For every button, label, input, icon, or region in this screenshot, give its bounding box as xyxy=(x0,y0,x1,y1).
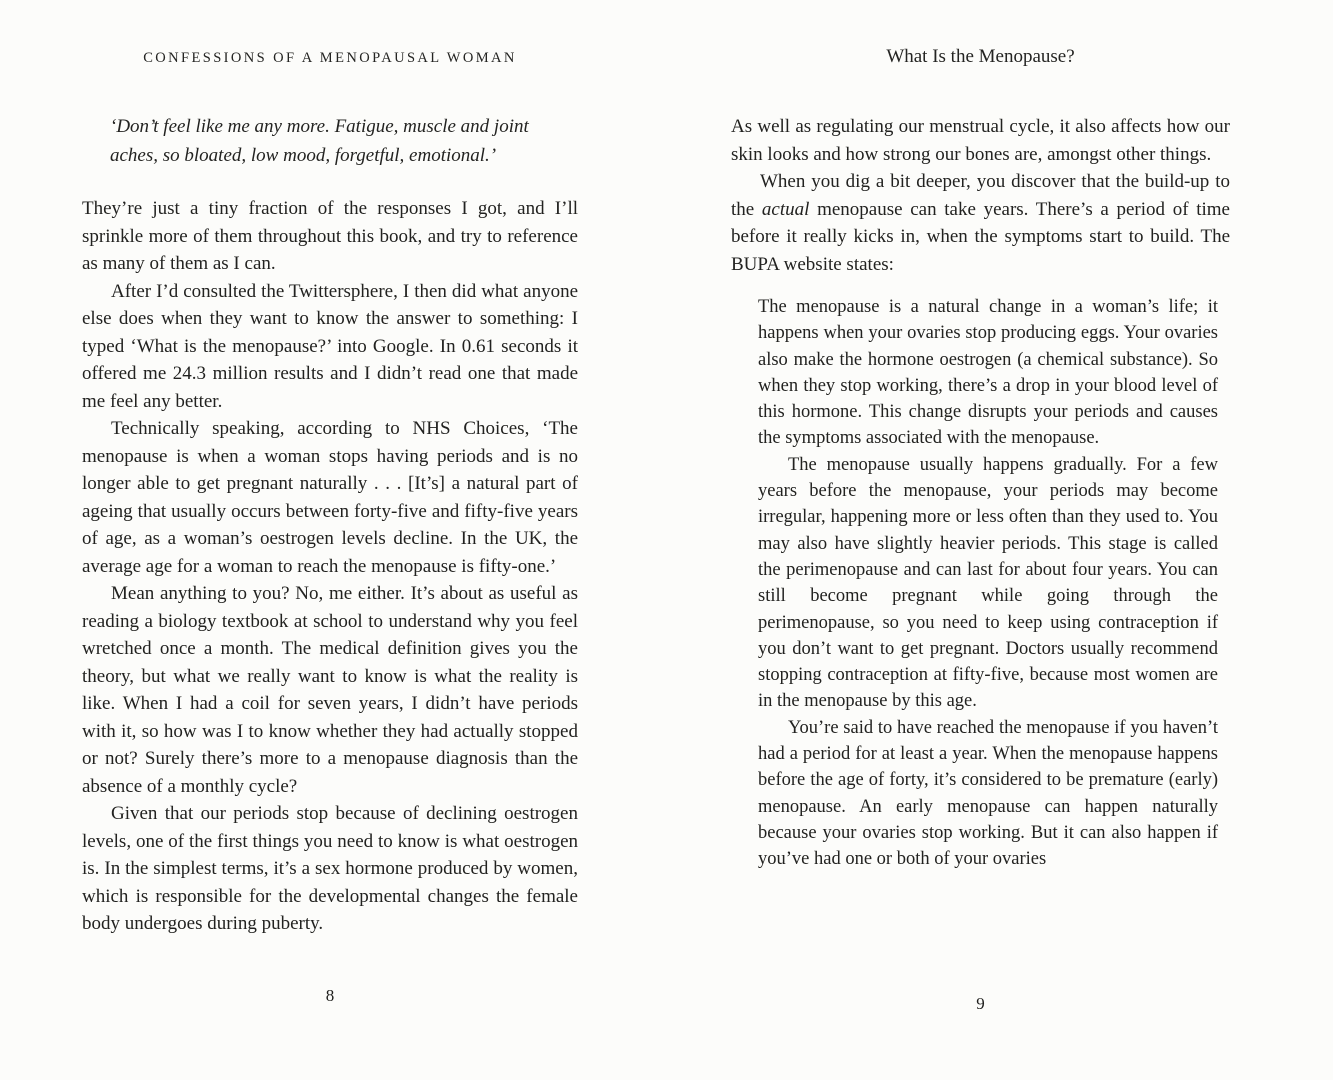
paragraph xyxy=(82,800,578,938)
right-running-head: What Is the Menopause? xyxy=(886,46,1075,67)
text-segment: They’re just a tiny fraction of the responses I got, and I’ll sprinkle more of them throughout this book, and try to reference as many of them as I can. xyxy=(82,198,578,274)
left-page-body xyxy=(82,195,578,938)
paragraph xyxy=(758,715,1218,873)
right-page xyxy=(731,0,1230,1080)
paragraph xyxy=(731,113,1230,168)
text-segment: As well as regulating our menstrual cycle, it also affects how our skin looks and how strong our bones are, amongst other things. xyxy=(731,116,1230,165)
left-page-number: 8 xyxy=(325,986,335,1005)
emphasized-text: actual xyxy=(761,198,810,220)
epigraph-quote: ‘Don’t feel like me any more. Fatigue, muscle and joint aches, so bloated, low mood, forgetful, emotional.’ xyxy=(110,116,529,166)
paragraph xyxy=(82,415,578,580)
text-segment: Given that our periods stop because of declining oestrogen levels, one of the first things you need to know is what oestrogen is. In the simplest terms, it’s a sex hormone produced by women, which is responsible for the developmental changes the female body undergoes during puberty. xyxy=(82,803,578,934)
paragraph xyxy=(82,195,578,278)
paragraph xyxy=(82,278,578,416)
text-segment: Technically speaking, according to NHS Choices, ‘The menopause is when a woman stops having periods and is no longer able to get pregnant naturally . . . [It’s] a natural part of ageing that usually occurs between forty-five and fifty-five years of age, as a woman’s oestrogen levels decline. In the UK, the average age for a woman to reach the menopause is fifty-one.’ xyxy=(82,418,578,577)
text-segment: After I’d consulted the Twittersphere, I then did what anyone else does when they want to know the answer to something: I typed ‘What is the menopause?’ into Google. In 0.61 seconds it offered me 24.3 million results and I didn’t read one that made me feel any better. xyxy=(82,280,578,412)
text-segment: The menopause usually happens gradually. For a few years before the menopause, your periods may become irregular, happening more or less often than they used to. You may also have slightly heavier periods. This stage is called the perimenopause and can last for about four years. You can still become pregnant while going through the perimenopause, so you need to keep using contraception if you don’t want to get pregnant. Doctors usually recommend stopping contraception at fifty-five, because most women are in the menopause by this age. xyxy=(758,454,1218,712)
left-page xyxy=(82,0,578,1080)
text-segment: You’re said to have reached the menopause if you haven’t had a period for at least a year. When the menopause happens before the age of forty, it’s considered to be premature (early) menopause. An early menopause can happen naturally because your ovaries stop working. But it can also happen if you’ve had one or both of your ovaries xyxy=(758,717,1218,870)
text-segment: The menopause is a natural change in a woman’s life; it happens when your ovaries stop producing eggs. Your ovaries also make the hormone oestrogen (a chemical substance). So when they stop working, there’s a drop in your blood level of this hormone. This change disrupts your periods and causes the symptoms associated with the menopause. xyxy=(758,297,1218,449)
paragraph xyxy=(758,452,1218,715)
text-segment: Mean anything to you? No, me either. It’s about as useful as reading a biology textbook at school to understand why you feel wretched once a month. The medical definition gives you the theory, but what we really want to know is what the reality is like. When I had a coil for seven years, I didn’t have periods with it, so how was I to know whether they had actually stopped or not? Surely there’s more to a menopause diagnosis than the absence of a monthly cycle? xyxy=(82,583,578,797)
bupa-block-quote xyxy=(758,294,1218,873)
left-running-head: CONFESSIONS OF A MENOPAUSAL WOMAN xyxy=(143,50,517,66)
right-page-number: 9 xyxy=(976,994,985,1013)
text-segment: When you dig a bit deeper, you discover that the build-up to the xyxy=(731,171,1230,220)
paragraph xyxy=(82,580,578,800)
paragraph xyxy=(758,294,1218,452)
text-segment: menopause can take years. There’s a period of time before it really kicks in, when the symptoms start to build. The BUPA website states: xyxy=(731,198,1230,275)
paragraph xyxy=(731,168,1230,278)
right-page-body xyxy=(731,113,1230,278)
